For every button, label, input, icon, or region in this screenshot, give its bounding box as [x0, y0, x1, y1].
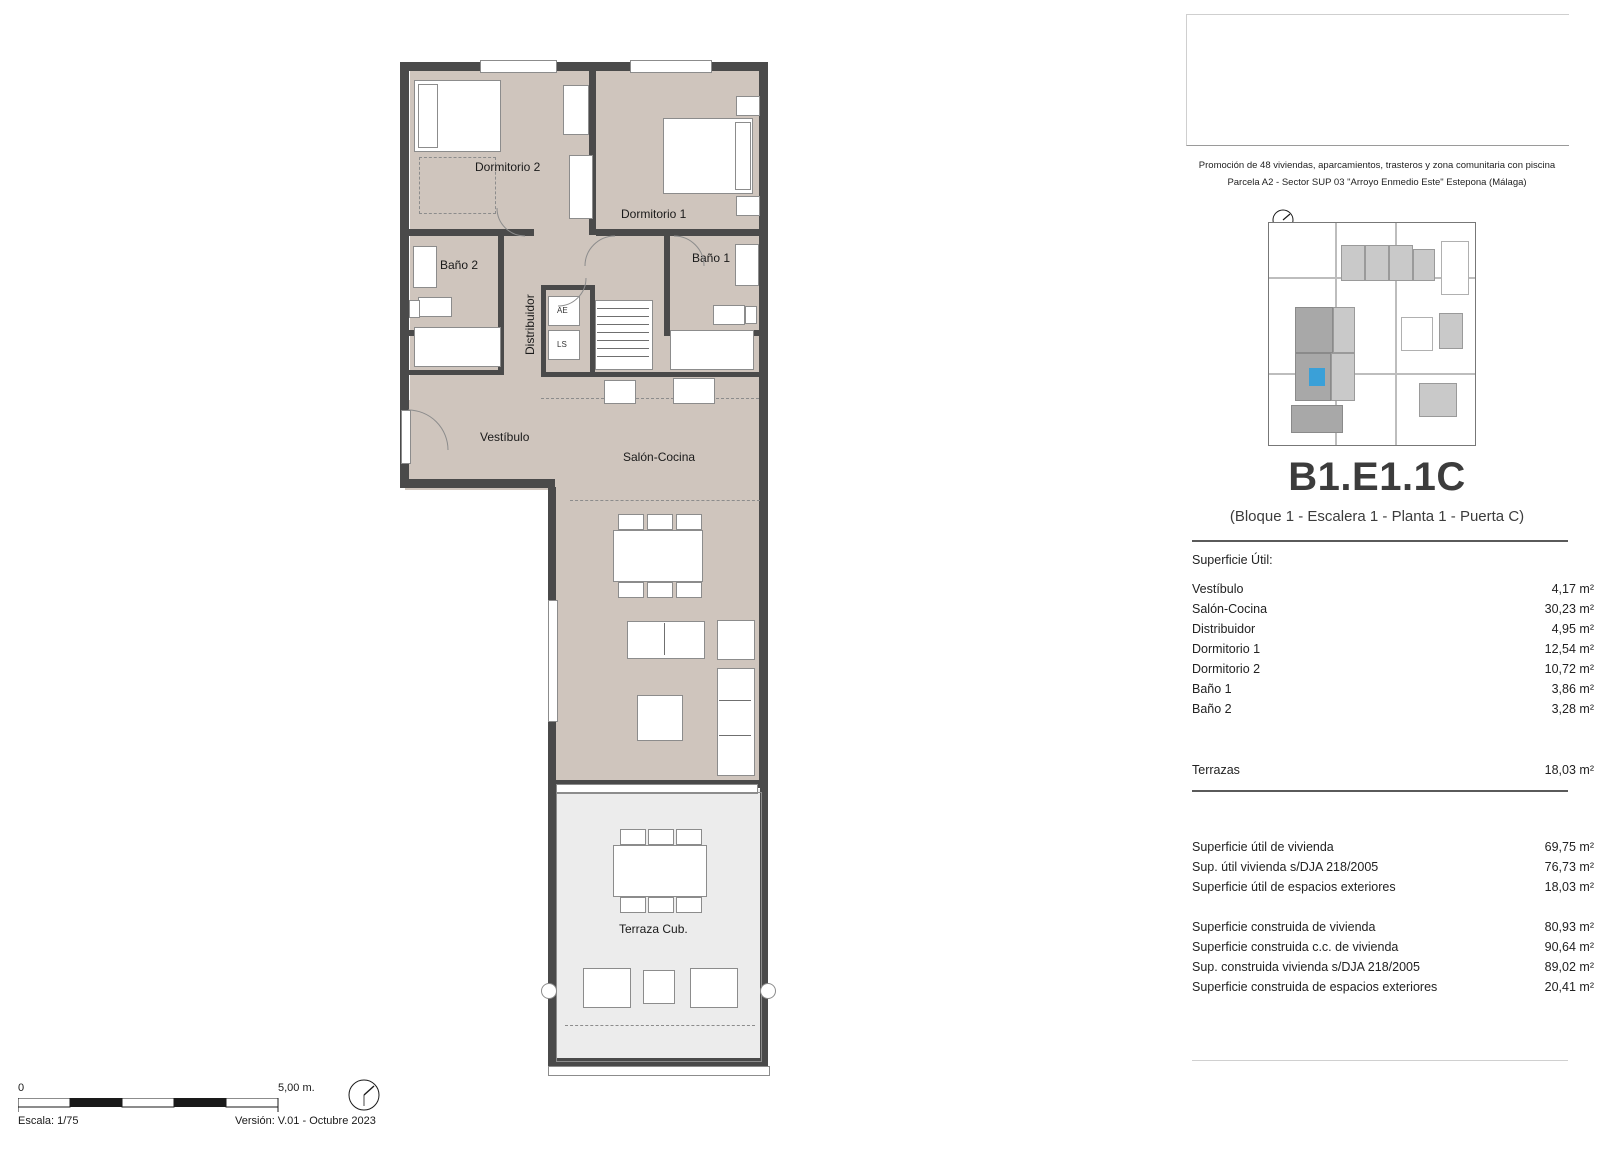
- window-living-left: [548, 600, 558, 722]
- appliance-label-ae: AE: [557, 306, 568, 315]
- armchair-upper: [717, 620, 755, 660]
- scale-end-label: 5,00 m.: [278, 1082, 315, 1094]
- terrace-sidetable: [643, 970, 675, 1004]
- surface-label-dormitorio-1: Dormitorio 1: [1192, 642, 1261, 656]
- keyplan-block-b: [1365, 245, 1389, 281]
- room-label-vestibulo: Vestíbulo: [480, 430, 530, 444]
- keyplan-highlight-unit: [1309, 368, 1325, 386]
- surface-label-dormitorio-2: Dormitorio 2: [1192, 662, 1261, 676]
- keyplan-block-a: [1341, 245, 1365, 281]
- info-panel: [1186, 0, 1600, 1161]
- surface-label-salon-cocina: Salón-Cocina: [1192, 602, 1268, 616]
- total-label-construida-cc: Superficie construida c.c. de vivienda: [1192, 940, 1399, 954]
- total-label-construida-dja: Sup. construida vivienda s/DJA 218/2005: [1192, 960, 1420, 974]
- keyplan-block-k: [1419, 383, 1457, 417]
- keyplan-pool: [1401, 317, 1433, 351]
- surface-label-bano-2: Baño 2: [1192, 702, 1232, 716]
- surface-label-bano-1: Baño 1: [1192, 682, 1232, 696]
- terrace-column-right: [760, 983, 776, 999]
- keyplan-plot-right: [1441, 241, 1469, 295]
- dining-chair-1: [618, 514, 644, 530]
- terrace-slab-edge: [548, 1066, 770, 1076]
- sofa: [627, 621, 705, 659]
- surface-label-distribuidor: Distribuidor: [1192, 622, 1256, 636]
- total-value-construida-exteriores: 20,41 m²: [1544, 980, 1594, 994]
- unit-subtitle: (Bloque 1 - Escalera 1 - Planta 1 - Puerta C): [1229, 508, 1525, 525]
- dining-chair-4: [618, 582, 644, 598]
- sofa-split: [664, 623, 665, 655]
- logo-box: [1186, 14, 1569, 146]
- room-label-dormitorio-1: Dormitorio 1: [621, 207, 687, 221]
- divider-mid: [1192, 790, 1568, 792]
- promo-line-2: Parcela A2 - Sector SUP 03 "Arroyo Enmedio Este" Estepona (Málaga): [1227, 177, 1527, 188]
- room-label-bano-2: Baño 2: [440, 258, 479, 272]
- scale-start-label: 0: [18, 1082, 25, 1094]
- shelf-unit: [717, 668, 755, 776]
- keyplan-block-j: [1291, 405, 1343, 433]
- keyplan-block-e: [1295, 307, 1333, 353]
- divider-top: [1192, 540, 1568, 542]
- total-label-construida-vivienda: Superficie construida de vivienda: [1192, 920, 1376, 934]
- terraces-label: Terrazas: [1192, 763, 1240, 777]
- version-text: Versión: V.01 - Octubre 2023: [235, 1115, 376, 1127]
- terrace-chair-6: [676, 897, 702, 913]
- room-label-salon-cocina: Salón-Cocina: [623, 450, 696, 464]
- surface-value-dormitorio-1: 12,54 m²: [1544, 642, 1594, 656]
- appliance-label-ls: LS: [557, 340, 567, 349]
- total-label-util-dja: Sup. útil vivienda s/DJA 218/2005: [1192, 860, 1379, 874]
- total-label-util-vivienda: Superficie útil de vivienda: [1192, 840, 1334, 854]
- site-key-plan: [1268, 222, 1476, 446]
- terrace-table: [613, 845, 707, 897]
- terraces-value: 18,03 m²: [1544, 763, 1594, 777]
- terrace-chair-3: [676, 829, 702, 845]
- surface-value-bano-2: 3,28 m²: [1551, 702, 1594, 716]
- total-value-construida-dja: 89,02 m²: [1544, 960, 1594, 974]
- terrace-chair-2: [648, 829, 674, 845]
- terrace-chair-5: [648, 897, 674, 913]
- keyplan-block-f: [1333, 307, 1355, 353]
- promo-line-1: Promoción de 48 viviendas, aparcamientos, trasteros y zona comunitaria con piscina: [1198, 160, 1556, 171]
- keyplan-block-h: [1331, 353, 1355, 401]
- room-label-bano-1: Baño 1: [692, 251, 731, 265]
- room-label-distribuidor: Distribuidor: [523, 294, 537, 355]
- terrace-chair-4: [620, 897, 646, 913]
- dining-chair-6: [676, 582, 702, 598]
- surface-label-vestibulo: Vestíbulo: [1192, 582, 1244, 596]
- room-label-terraza: Terraza Cub.: [619, 922, 688, 936]
- surface-value-distribuidor: 4,95 m²: [1551, 622, 1594, 636]
- shelf-line-1: [719, 700, 751, 701]
- wall-right-living: [759, 487, 768, 787]
- coffee-table: [637, 695, 683, 741]
- dining-chair-5: [647, 582, 673, 598]
- terrace-column-left: [541, 983, 557, 999]
- dining-chair-3: [676, 514, 702, 530]
- total-value-util-vivienda: 69,75 m²: [1544, 840, 1594, 854]
- total-label-util-exteriores: Superficie útil de espacios exteriores: [1192, 880, 1396, 894]
- total-value-util-exteriores: 18,03 m²: [1544, 880, 1594, 894]
- total-value-util-dja: 76,73 m²: [1544, 860, 1594, 874]
- total-value-construida-vivienda: 80,93 m²: [1544, 920, 1594, 934]
- terrace-rail-dash: [565, 1025, 755, 1026]
- keyplan-block-i: [1439, 313, 1463, 349]
- keyplan-block-d: [1413, 249, 1435, 281]
- door-swings: [400, 60, 780, 510]
- keyplan-block-c: [1389, 245, 1413, 281]
- divider-bottom: [1192, 1060, 1568, 1061]
- surface-value-salon-cocina: 30,23 m²: [1544, 602, 1594, 616]
- north-arrow-icon: [347, 1078, 381, 1112]
- wall-terrace-left: [548, 788, 556, 1066]
- surface-value-bano-1: 3,86 m²: [1551, 682, 1594, 696]
- surface-section-title: Superficie Útil:: [1192, 553, 1273, 567]
- surface-value-dormitorio-2: 10,72 m²: [1544, 662, 1594, 676]
- shelf-line-2: [719, 735, 751, 736]
- unit-code: B1.E1.1C: [1288, 455, 1466, 499]
- terrace-lounge-left: [583, 968, 631, 1008]
- terrace-lounge-right: [690, 968, 738, 1008]
- total-value-construida-cc: 90,64 m²: [1544, 940, 1594, 954]
- room-label-dormitorio-2: Dormitorio 2: [475, 160, 541, 174]
- total-label-construida-exteriores: Superficie construida de espacios exteriores: [1192, 980, 1438, 994]
- dining-chair-2: [647, 514, 673, 530]
- scale-text: Escala: 1/75: [18, 1115, 79, 1127]
- dining-table: [613, 530, 703, 582]
- terrace-chair-1: [620, 829, 646, 845]
- surface-value-vestibulo: 4,17 m²: [1551, 582, 1594, 596]
